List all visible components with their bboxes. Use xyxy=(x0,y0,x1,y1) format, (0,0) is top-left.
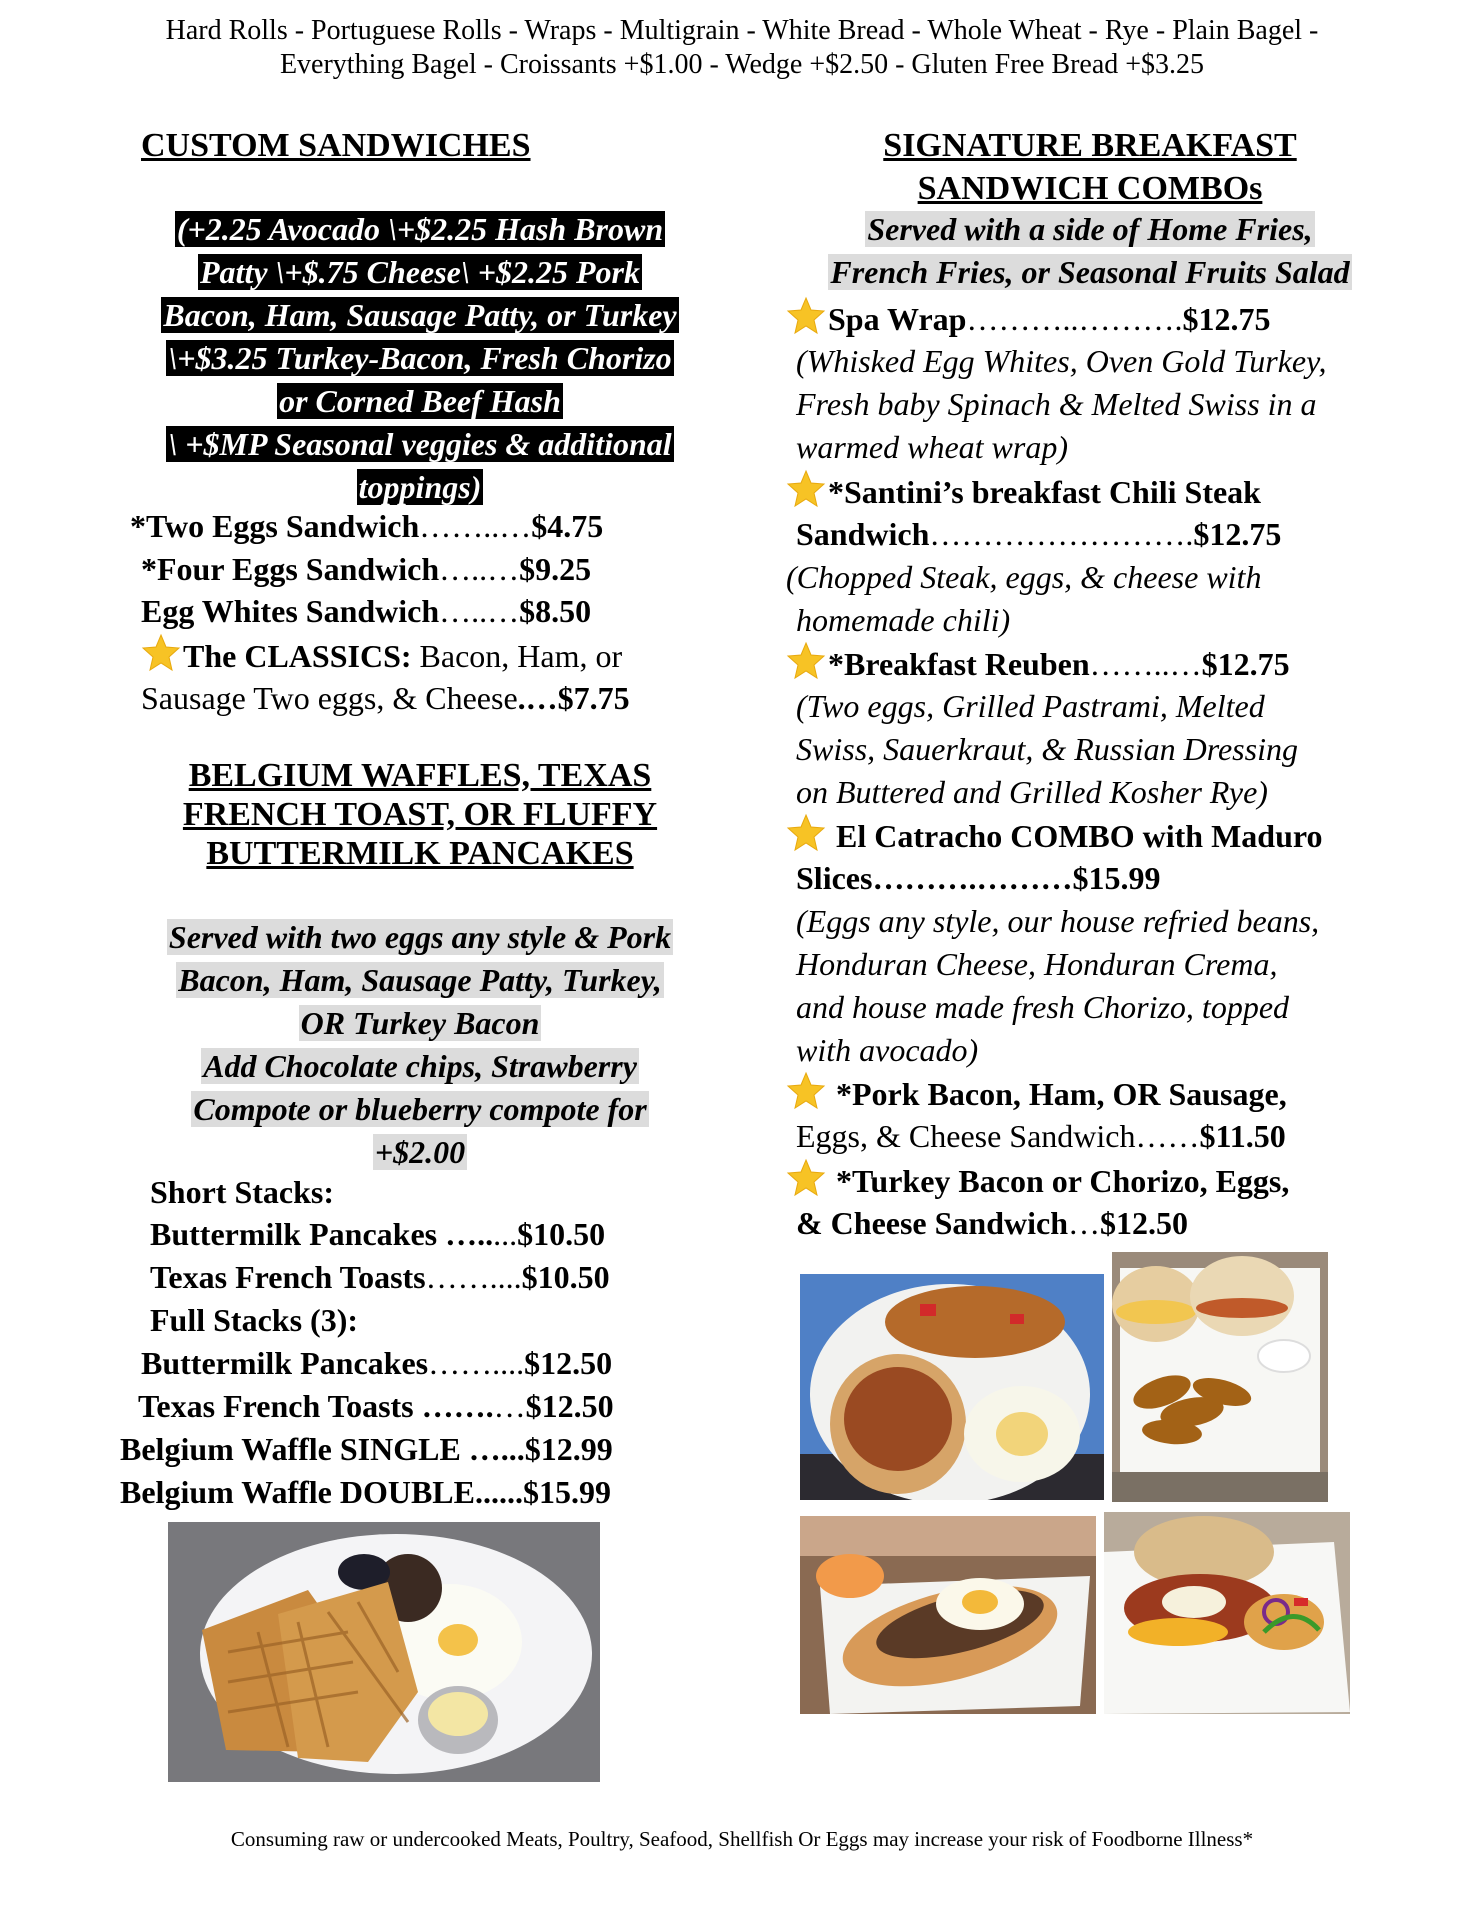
menu-item-four-eggs: *Four Eggs Sandwich…..…$9.25 xyxy=(141,551,592,587)
bread-options-line-2: Everything Bagel - Croissants +$1.00 - Wedge +$2.50 - Gluten Free Bread +$3.25 xyxy=(279,49,1205,80)
menu-item-turkey-bacon-cont: & Cheese Sandwich…$12.50 xyxy=(796,1205,1189,1241)
menu-item-pork-bacon: *Pork Bacon, Ham, OR Sausage, xyxy=(786,1071,1287,1116)
addon-line: (+2.25 Avocado \+$2.25 Hash Brown xyxy=(176,211,664,247)
menu-item-short-toast: Texas French Toasts……....$10.50 xyxy=(150,1259,610,1295)
menu-item-two-eggs: *Two Eggs Sandwich……..…$4.75 xyxy=(130,508,604,544)
price: $12.50 xyxy=(1100,1205,1189,1241)
menu-item-spa-wrap: Spa Wrap………..……….$12.75 xyxy=(786,296,1270,341)
addon-line: \ +$MP Seasonal veggies & additional xyxy=(168,426,672,462)
star-icon xyxy=(786,469,826,509)
star-icon xyxy=(786,813,826,853)
price: $12.50 xyxy=(525,1388,614,1424)
price: $12.75 xyxy=(1193,516,1282,552)
custom-sandwiches-addons xyxy=(110,208,730,509)
menu-item-waffle-double: Belgium Waffle DOUBLE......$15.99 xyxy=(120,1474,611,1510)
signature-served-with: Served with a side of Home Fries, French Fries, or Seasonal Fruits Salad xyxy=(830,211,1350,290)
addon-line: Bacon, Ham, Sausage Patty, or Turkey xyxy=(163,297,677,333)
catracho-desc: with avocado) xyxy=(796,1032,979,1068)
spa-wrap-desc: warmed wheat wrap) xyxy=(796,429,1068,465)
price: $9.25 xyxy=(519,551,592,587)
star-icon xyxy=(786,1158,826,1198)
menu-item-waffle-single: Belgium Waffle SINGLE …...$12.99 xyxy=(120,1431,613,1467)
menu-item-chili-steak: *Santini’s breakfast Chili Steak xyxy=(786,469,1261,514)
price: $7.75 xyxy=(557,680,630,716)
maduro-plate-photo xyxy=(1112,1252,1328,1502)
waffle-plate-photo xyxy=(168,1522,600,1782)
star-icon xyxy=(141,633,181,673)
star-icon xyxy=(786,296,826,336)
menu-item-classics: The CLASSICS: Bacon, Ham, or xyxy=(141,633,622,678)
menu-item-catracho: El Catracho COMBO with Maduro xyxy=(786,813,1323,858)
bread-options-line-1: Hard Rolls - Portuguese Rolls - Wraps - Multigrain - White Bread - Whole Wheat - Rye - Plain Bagel - xyxy=(165,15,1319,46)
menu-item-egg-whites: Egg Whites Sandwich…..…$8.50 xyxy=(141,593,592,629)
star-icon xyxy=(786,1071,826,1111)
catracho-desc: Honduran Cheese, Honduran Crema, xyxy=(796,946,1278,982)
full-stacks-label: Full Stacks (3): xyxy=(150,1302,358,1338)
catracho-desc: and house made fresh Chorizo, topped xyxy=(796,989,1290,1025)
steak-egg-sandwich-photo xyxy=(800,1516,1096,1714)
price: $12.75 xyxy=(1201,646,1290,682)
chili-steak-desc: homemade chili) xyxy=(796,602,1011,638)
menu-item-turkey-bacon: *Turkey Bacon or Chorizo, Eggs, xyxy=(786,1158,1289,1203)
short-stacks-label: Short Stacks: xyxy=(150,1174,335,1210)
menu-item-reuben: *Breakfast Reuben……..…$12.75 xyxy=(786,641,1290,686)
reuben-desc: (Two eggs, Grilled Pastrami, Melted xyxy=(796,688,1265,724)
price: $12.75 xyxy=(1182,301,1271,337)
addon-line: \+$3.25 Turkey-Bacon, Fresh Chorizo xyxy=(168,340,672,376)
catracho-desc: (Eggs any style, our house refried beans, xyxy=(796,903,1320,939)
price: $12.50 xyxy=(524,1345,613,1381)
price: $11.50 xyxy=(1199,1118,1286,1154)
reuben-desc: on Buttered and Grilled Kosher Rye) xyxy=(796,774,1268,810)
price: $4.75 xyxy=(531,508,604,544)
waffles-heading: BELGIUM WAFFLES, TEXAS FRENCH TOAST, OR FLUFFY BUTTERMILK PANCAKES xyxy=(182,757,658,872)
price: $10.50 xyxy=(521,1259,610,1295)
spa-wrap-desc: Fresh baby Spinach & Melted Swiss in a xyxy=(796,386,1317,422)
price: $8.50 xyxy=(519,593,592,629)
waffles-served-with: Served with two eggs any style & Pork Bacon, Ham, Sausage Patty, Turkey, OR Turkey Bacon Add Chocolate chips, Strawberry Compote or blueberry compote for +$2.00 xyxy=(168,919,672,1170)
star-icon xyxy=(786,641,826,681)
price: $15.99 xyxy=(522,1474,611,1510)
chorizo-plate-photo xyxy=(800,1274,1104,1500)
menu-item-full-pancakes: Buttermilk Pancakes……....$12.50 xyxy=(141,1345,613,1381)
reuben-desc: Swiss, Sauerkraut, & Russian Dressing xyxy=(796,731,1298,767)
chorizo-sandwich-photo xyxy=(1104,1512,1350,1714)
menu-item-catracho-cont: Slices……….………$15.99 xyxy=(796,860,1161,896)
price: $12.99 xyxy=(524,1431,613,1467)
menu-item-full-toast: Texas French Toasts …….…$12.50 xyxy=(138,1388,614,1424)
addon-line: toppings) xyxy=(358,469,482,505)
price: $10.50 xyxy=(517,1216,606,1252)
spa-wrap-desc: (Whisked Egg Whites, Oven Gold Turkey, xyxy=(796,343,1327,379)
menu-item-short-pancakes: Buttermilk Pancakes ….....$10.50 xyxy=(150,1216,606,1252)
chili-steak-desc: (Chopped Steak, eggs, & cheese with xyxy=(786,559,1262,595)
menu-item-pork-bacon-cont: Eggs, & Cheese Sandwich……$11.50 xyxy=(796,1118,1286,1154)
addon-line: or Corned Beef Hash xyxy=(279,383,561,419)
menu-item-chili-steak-cont: Sandwich…………………….$12.75 xyxy=(796,516,1282,552)
price: $15.99 xyxy=(1072,860,1161,896)
bread-options xyxy=(40,14,1444,82)
custom-sandwiches-heading: CUSTOM SANDWICHES xyxy=(141,127,531,164)
addon-line: Patty \+$.75 Cheese\ +$2.25 Pork xyxy=(200,254,640,290)
menu-item-classics-cont: Sausage Two eggs, & Cheese.…$7.75 xyxy=(141,680,630,716)
foodborne-illness-disclaimer: Consuming raw or undercooked Meats, Poultry, Seafood, Shellfish Or Eggs may increase your risk of Foodborne Illness* xyxy=(230,1827,1254,1851)
signature-heading: SIGNATURE BREAKFAST SANDWICH COMBOs xyxy=(883,127,1297,207)
